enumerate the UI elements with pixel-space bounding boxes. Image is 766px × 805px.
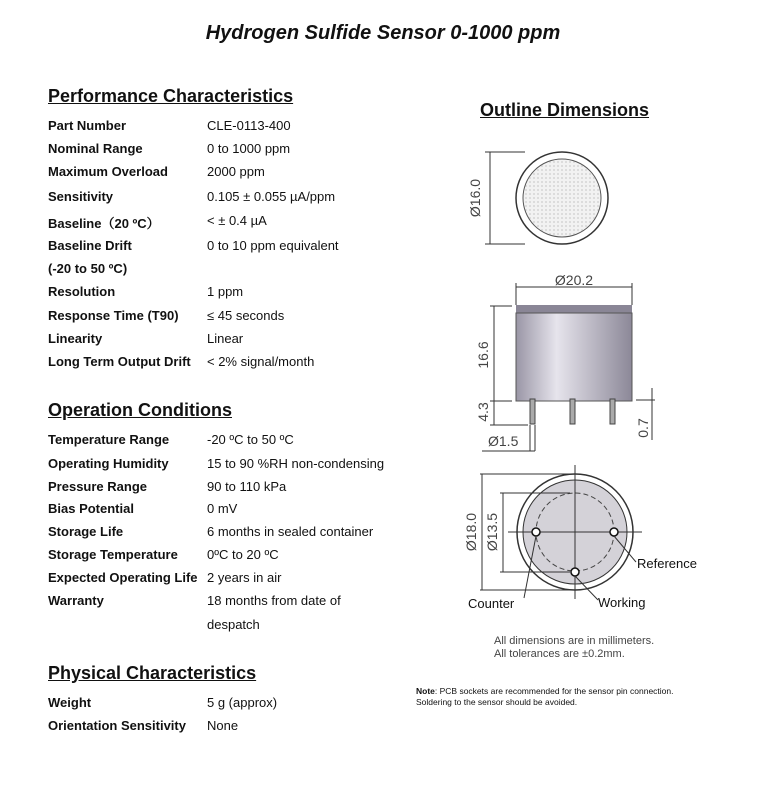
- top-view: [485, 152, 608, 244]
- spec-label: Part Number: [48, 118, 127, 133]
- spec-label: Expected Operating Life: [48, 570, 198, 585]
- spec-label: Baseline（20 ºC）: [48, 216, 160, 231]
- spec-value: ≤ 45 seconds: [207, 308, 285, 323]
- spec-label: Weight: [48, 695, 92, 710]
- spec-value: 0 mV: [207, 501, 238, 516]
- bottom-view: [480, 465, 642, 600]
- spec-value: 5 g (approx): [207, 695, 278, 710]
- spec-value: 15 to 90 %RH non-condensing: [207, 456, 385, 471]
- spec-value: 0ºC to 20 ºC: [207, 547, 279, 562]
- spec-value: 90 to 110 kPa: [207, 479, 287, 494]
- spec-label: Linearity: [48, 331, 103, 346]
- spec-label: Storage Temperature: [48, 547, 178, 562]
- dim-offset: 0.7: [635, 418, 651, 438]
- spec-label: Response Time (T90): [48, 308, 179, 323]
- spec-label: Nominal Range: [48, 141, 143, 156]
- spec-label: Bias Potential: [48, 501, 134, 516]
- spec-value: 2 years in air: [207, 570, 282, 585]
- note-text-2: Soldering to the sensor should be avoided.: [416, 697, 578, 707]
- spec-label: Baseline Drift: [48, 238, 132, 253]
- spec-label: Orientation Sensitivity: [48, 718, 186, 733]
- dim-top-dia: Ø16.0: [467, 178, 483, 218]
- dim-pin-circle: Ø13.5: [484, 512, 500, 552]
- reference-label: Reference: [637, 556, 697, 571]
- dim-body-dia: Ø20.2: [554, 272, 594, 288]
- dimension-note-tolerance: All tolerances are ±0.2mm.: [494, 648, 625, 660]
- spec-value: -20 ºC to 50 ºC: [207, 432, 294, 447]
- spec-value: 0.105 ± 0.055 µA/ppm: [207, 189, 336, 204]
- spec-value: 0 to 1000 ppm: [207, 141, 291, 156]
- spec-label: (-20 to 50 ºC): [48, 261, 128, 276]
- spec-value: Linear: [207, 331, 244, 346]
- spec-label: Warranty: [48, 593, 104, 608]
- spec-value: 18 months from date of: [207, 593, 341, 608]
- physical-heading: Physical Characteristics: [48, 663, 257, 683]
- note-text: : PCB sockets are recommended for the sensor pin connection.: [434, 686, 674, 696]
- working-label: Working: [598, 595, 646, 610]
- performance-heading: Performance Characteristics: [48, 86, 294, 106]
- outline-heading: Outline Dimensions: [480, 100, 650, 120]
- spec-label: Resolution: [48, 284, 116, 299]
- dim-base-dia: Ø18.0: [463, 512, 479, 552]
- working-pin: [571, 568, 579, 576]
- dim-height: 16.6: [475, 341, 491, 369]
- spec-value: 2000 ppm: [207, 164, 265, 179]
- spec-label: Storage Life: [48, 524, 124, 539]
- spec-value: < 2% signal/month: [207, 354, 315, 369]
- spec-value: < ± 0.4 µA: [207, 213, 267, 228]
- operation-heading: Operation Conditions: [48, 400, 232, 420]
- spec-label: Pressure Range: [48, 479, 147, 494]
- reference-pin: [610, 528, 618, 536]
- spec-label: Long Term Output Drift: [48, 354, 191, 369]
- spec-value: 6 months in sealed container: [207, 524, 374, 539]
- document-title: Hydrogen Sulfide Sensor 0-1000 ppm: [205, 22, 561, 44]
- pcb-note: [416, 686, 673, 708]
- spec-label: Maximum Overload: [48, 164, 168, 179]
- dim-pin-dia: Ø1.5: [488, 433, 519, 449]
- side-view: [482, 283, 655, 451]
- dimension-note: [494, 635, 654, 661]
- spec-value: CLE-0113-400: [207, 118, 291, 133]
- spec-value: 0 to 10 ppm equivalent: [207, 238, 339, 253]
- dim-pin-length: 4.3: [475, 402, 491, 422]
- spec-label: Operating Humidity: [48, 456, 169, 471]
- dimension-note-units: All dimensions are in millimeters.: [494, 635, 655, 647]
- counter-pin: [532, 528, 540, 536]
- note-label: Note: [416, 686, 435, 696]
- spec-label: Temperature Range: [48, 432, 170, 447]
- spec-value: despatch: [207, 617, 260, 632]
- spec-label: Sensitivity: [48, 189, 114, 204]
- counter-label: Counter: [468, 596, 515, 611]
- spec-value: 1 ppm: [207, 284, 244, 299]
- spec-value: None: [207, 718, 239, 733]
